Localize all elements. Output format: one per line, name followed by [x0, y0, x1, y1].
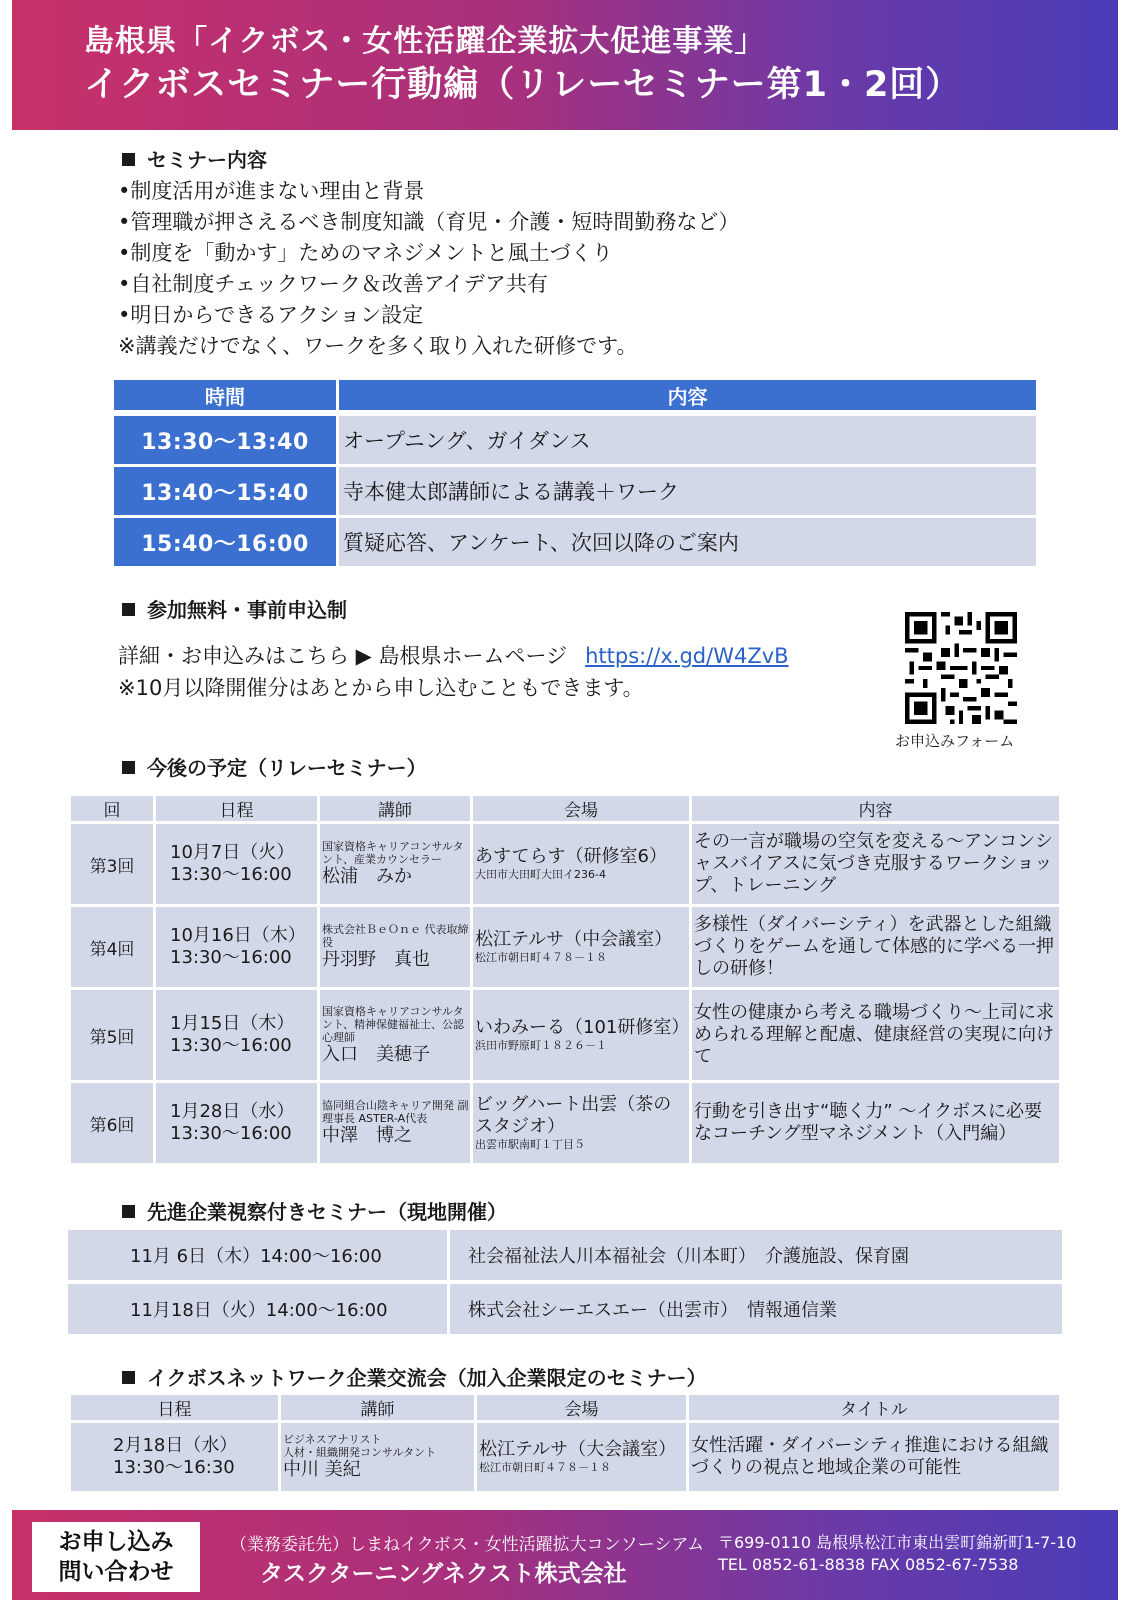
qr-code-icon[interactable] — [905, 612, 1017, 724]
footer-org-line1: （業務委託先）しまねイクボス・女性活躍拡大コンソーシアム — [230, 1535, 705, 1555]
list-item: •制度を「動かす」ためのマネジメントと風土づくり — [118, 241, 613, 265]
relay-header-lecturer: 講師 — [320, 796, 470, 821]
relay-content: 女性の健康から考える職場づくり～上司に求められる理解と配慮、健康経営の実現に向けて — [692, 990, 1059, 1080]
section-title-relay: 今後の予定（リレーセミナー） — [122, 752, 427, 781]
table-row — [71, 907, 1059, 987]
list-item: ※講義だけでなく、ワークを多く取り入れた研修です。 — [118, 334, 638, 358]
square-bullet-icon — [122, 1205, 135, 1218]
network-venue: 松江テルサ（大会議室） 松江市朝日町４７８－１８ — [477, 1423, 686, 1491]
apply-link[interactable]: https://x.gd/W4ZvB — [585, 644, 789, 668]
relay-header-row — [71, 796, 1059, 821]
list-item: •自社制度チェックワーク＆改善アイデア共有 — [118, 272, 548, 296]
header-title-line1: 島根県「イクボス・女性活躍企業拡大促進事業」 — [84, 24, 766, 59]
square-bullet-icon — [122, 153, 135, 166]
relay-venue: あすてらす（研修室6） 大田市大田町大田イ236-4 — [473, 824, 689, 904]
header-banner — [12, 0, 1118, 130]
relay-num: 第4回 — [71, 907, 153, 987]
visit-table — [68, 1230, 1062, 1338]
table-row — [71, 1083, 1059, 1163]
contact-box: お申し込み 問い合わせ — [32, 1522, 200, 1592]
schedule-time: 13:40～15:40 — [114, 467, 336, 515]
network-date: 2月18日（水） 13:30～16:30 — [71, 1423, 278, 1491]
relay-date: 10月16日（木） 13:30～16:00 — [156, 907, 317, 987]
network-header-title: タイトル — [689, 1395, 1059, 1420]
footer-org-line2: タスクターニングネクスト株式会社 — [260, 1561, 627, 1587]
footer-banner — [12, 1510, 1118, 1600]
list-item: •管理職が押さえるべき制度知識（育児・介護・短時間勤務など） — [118, 210, 740, 234]
network-header-venue: 会場 — [477, 1395, 686, 1420]
relay-header-num: 回 — [71, 796, 153, 821]
header-title-line2: イクボスセミナー行動編（リレーセミナー第1・2回） — [84, 65, 962, 105]
square-bullet-icon — [122, 1371, 135, 1384]
relay-date: 10月7日（火） 13:30～16:00 — [156, 824, 317, 904]
schedule-row — [114, 467, 1036, 515]
section-title-network: イクボスネットワーク企業交流会（加入企業限定のセミナー） — [122, 1362, 707, 1391]
schedule-table — [114, 380, 1036, 566]
network-lecturer: ビジネスアナリスト 人材・組織開発コンサルタント 中川 美紀 — [281, 1423, 474, 1491]
relay-lecturer: 国家資格キャリアコンサルタント、精神保健福祉士、公認心理師 入口 美穂子 — [320, 990, 470, 1080]
qr-caption: お申込みフォーム — [895, 732, 1015, 750]
table-row — [68, 1284, 1062, 1334]
schedule-time: 15:40～16:00 — [114, 518, 336, 566]
visit-date: 11月18日（火）14:00～16:00 — [68, 1284, 447, 1334]
relay-venue: いわみーる（101研修室） 浜田市野原町１８２６－１ — [473, 990, 689, 1080]
list-item: •制度活用が進まない理由と背景 — [118, 179, 425, 203]
network-table — [68, 1392, 1062, 1494]
relay-content: 行動を引き出す“聴く力” ～イクボスに必要なコーチング型マネジメント（入門編） — [692, 1083, 1059, 1163]
network-header-lecturer: 講師 — [281, 1395, 474, 1420]
relay-date: 1月28日（水） 13:30～16:00 — [156, 1083, 317, 1163]
table-row — [71, 824, 1059, 904]
square-bullet-icon — [122, 761, 135, 774]
relay-lecturer: 協同組合山陰キャリア開発 副理事長 ASTER-A代表 中澤 博之 — [320, 1083, 470, 1163]
table-row — [71, 990, 1059, 1080]
visit-desc: 社会福祉法人川本福祉会（川本町） 介護施設、保育園 — [450, 1230, 1062, 1280]
schedule-header — [114, 380, 1036, 410]
apply-line1: 詳細・お申込みはこちら ▶ 島根県ホームページ https://x.gd/W4ZvB — [118, 644, 789, 668]
schedule-content: 質疑応答、アンケート、次回以降のご案内 — [339, 518, 1036, 566]
schedule-row — [114, 518, 1036, 566]
section-title-apply: 参加無料・事前申込制 — [122, 594, 347, 623]
apply-info — [118, 640, 789, 704]
schedule-header-time: 時間 — [114, 380, 336, 410]
list-item: •明日からできるアクション設定 — [118, 303, 424, 327]
visit-desc: 株式会社シーエスエー（出雲市） 情報通信業 — [450, 1284, 1062, 1334]
relay-lecturer: 株式会社ＢｅＯｎｅ 代表取締役 丹羽野 真也 — [320, 907, 470, 987]
network-header-date: 日程 — [71, 1395, 278, 1420]
apply-line2: ※10月以降開催分はあとから申し込むこともできます。 — [118, 676, 644, 700]
relay-date: 1月15日（木） 13:30～16:00 — [156, 990, 317, 1080]
relay-num: 第5回 — [71, 990, 153, 1080]
network-header-row — [71, 1395, 1059, 1420]
relay-num: 第3回 — [71, 824, 153, 904]
schedule-content: オープニング、ガイダンス — [339, 416, 1036, 464]
schedule-content: 寺本健太郎講師による講義＋ワーク — [339, 467, 1036, 515]
content-list — [118, 176, 739, 362]
relay-venue: 松江テルサ（中会議室） 松江市朝日町４７８－１８ — [473, 907, 689, 987]
relay-header-venue: 会場 — [473, 796, 689, 821]
square-bullet-icon — [122, 603, 135, 616]
schedule-time: 13:30～13:40 — [114, 416, 336, 464]
section-title-content: セミナー内容 — [122, 144, 267, 173]
section-title-visit: 先進企業視察付きセミナー（現地開催） — [122, 1196, 507, 1225]
relay-venue: ビッグハート出雲（茶のスタジオ） 出雲市駅南町１丁目５ — [473, 1083, 689, 1163]
relay-header-content: 内容 — [692, 796, 1059, 821]
network-title: 女性活躍・ダイバーシティ推進における組織づくりの視点と地域企業の可能性 — [689, 1423, 1059, 1491]
visit-date: 11月 6日（木）14:00～16:00 — [68, 1230, 447, 1280]
table-row — [68, 1230, 1062, 1280]
relay-lecturer: 国家資格キャリアコンサルタント、産業カウンセラー 松浦 みか — [320, 824, 470, 904]
schedule-header-content: 内容 — [339, 380, 1036, 410]
table-row — [71, 1423, 1059, 1491]
footer-address: 〒699-0110 島根県松江市東出雲町錦新町1-7-10 TEL 0852-61-8838 FAX 0852-67-7538 — [718, 1533, 1077, 1574]
relay-content: その一言が職場の空気を変える～アンコンシャスバイアスに気づき克服するワークショップ、トレーニング — [692, 824, 1059, 904]
relay-content: 多様性（ダイバーシティ）を武器とした組織づくりをゲームを通して体感的に学べる一押しの研修！ — [692, 907, 1059, 987]
schedule-row — [114, 416, 1036, 464]
relay-table — [68, 793, 1062, 1166]
relay-num: 第6回 — [71, 1083, 153, 1163]
relay-header-date: 日程 — [156, 796, 317, 821]
